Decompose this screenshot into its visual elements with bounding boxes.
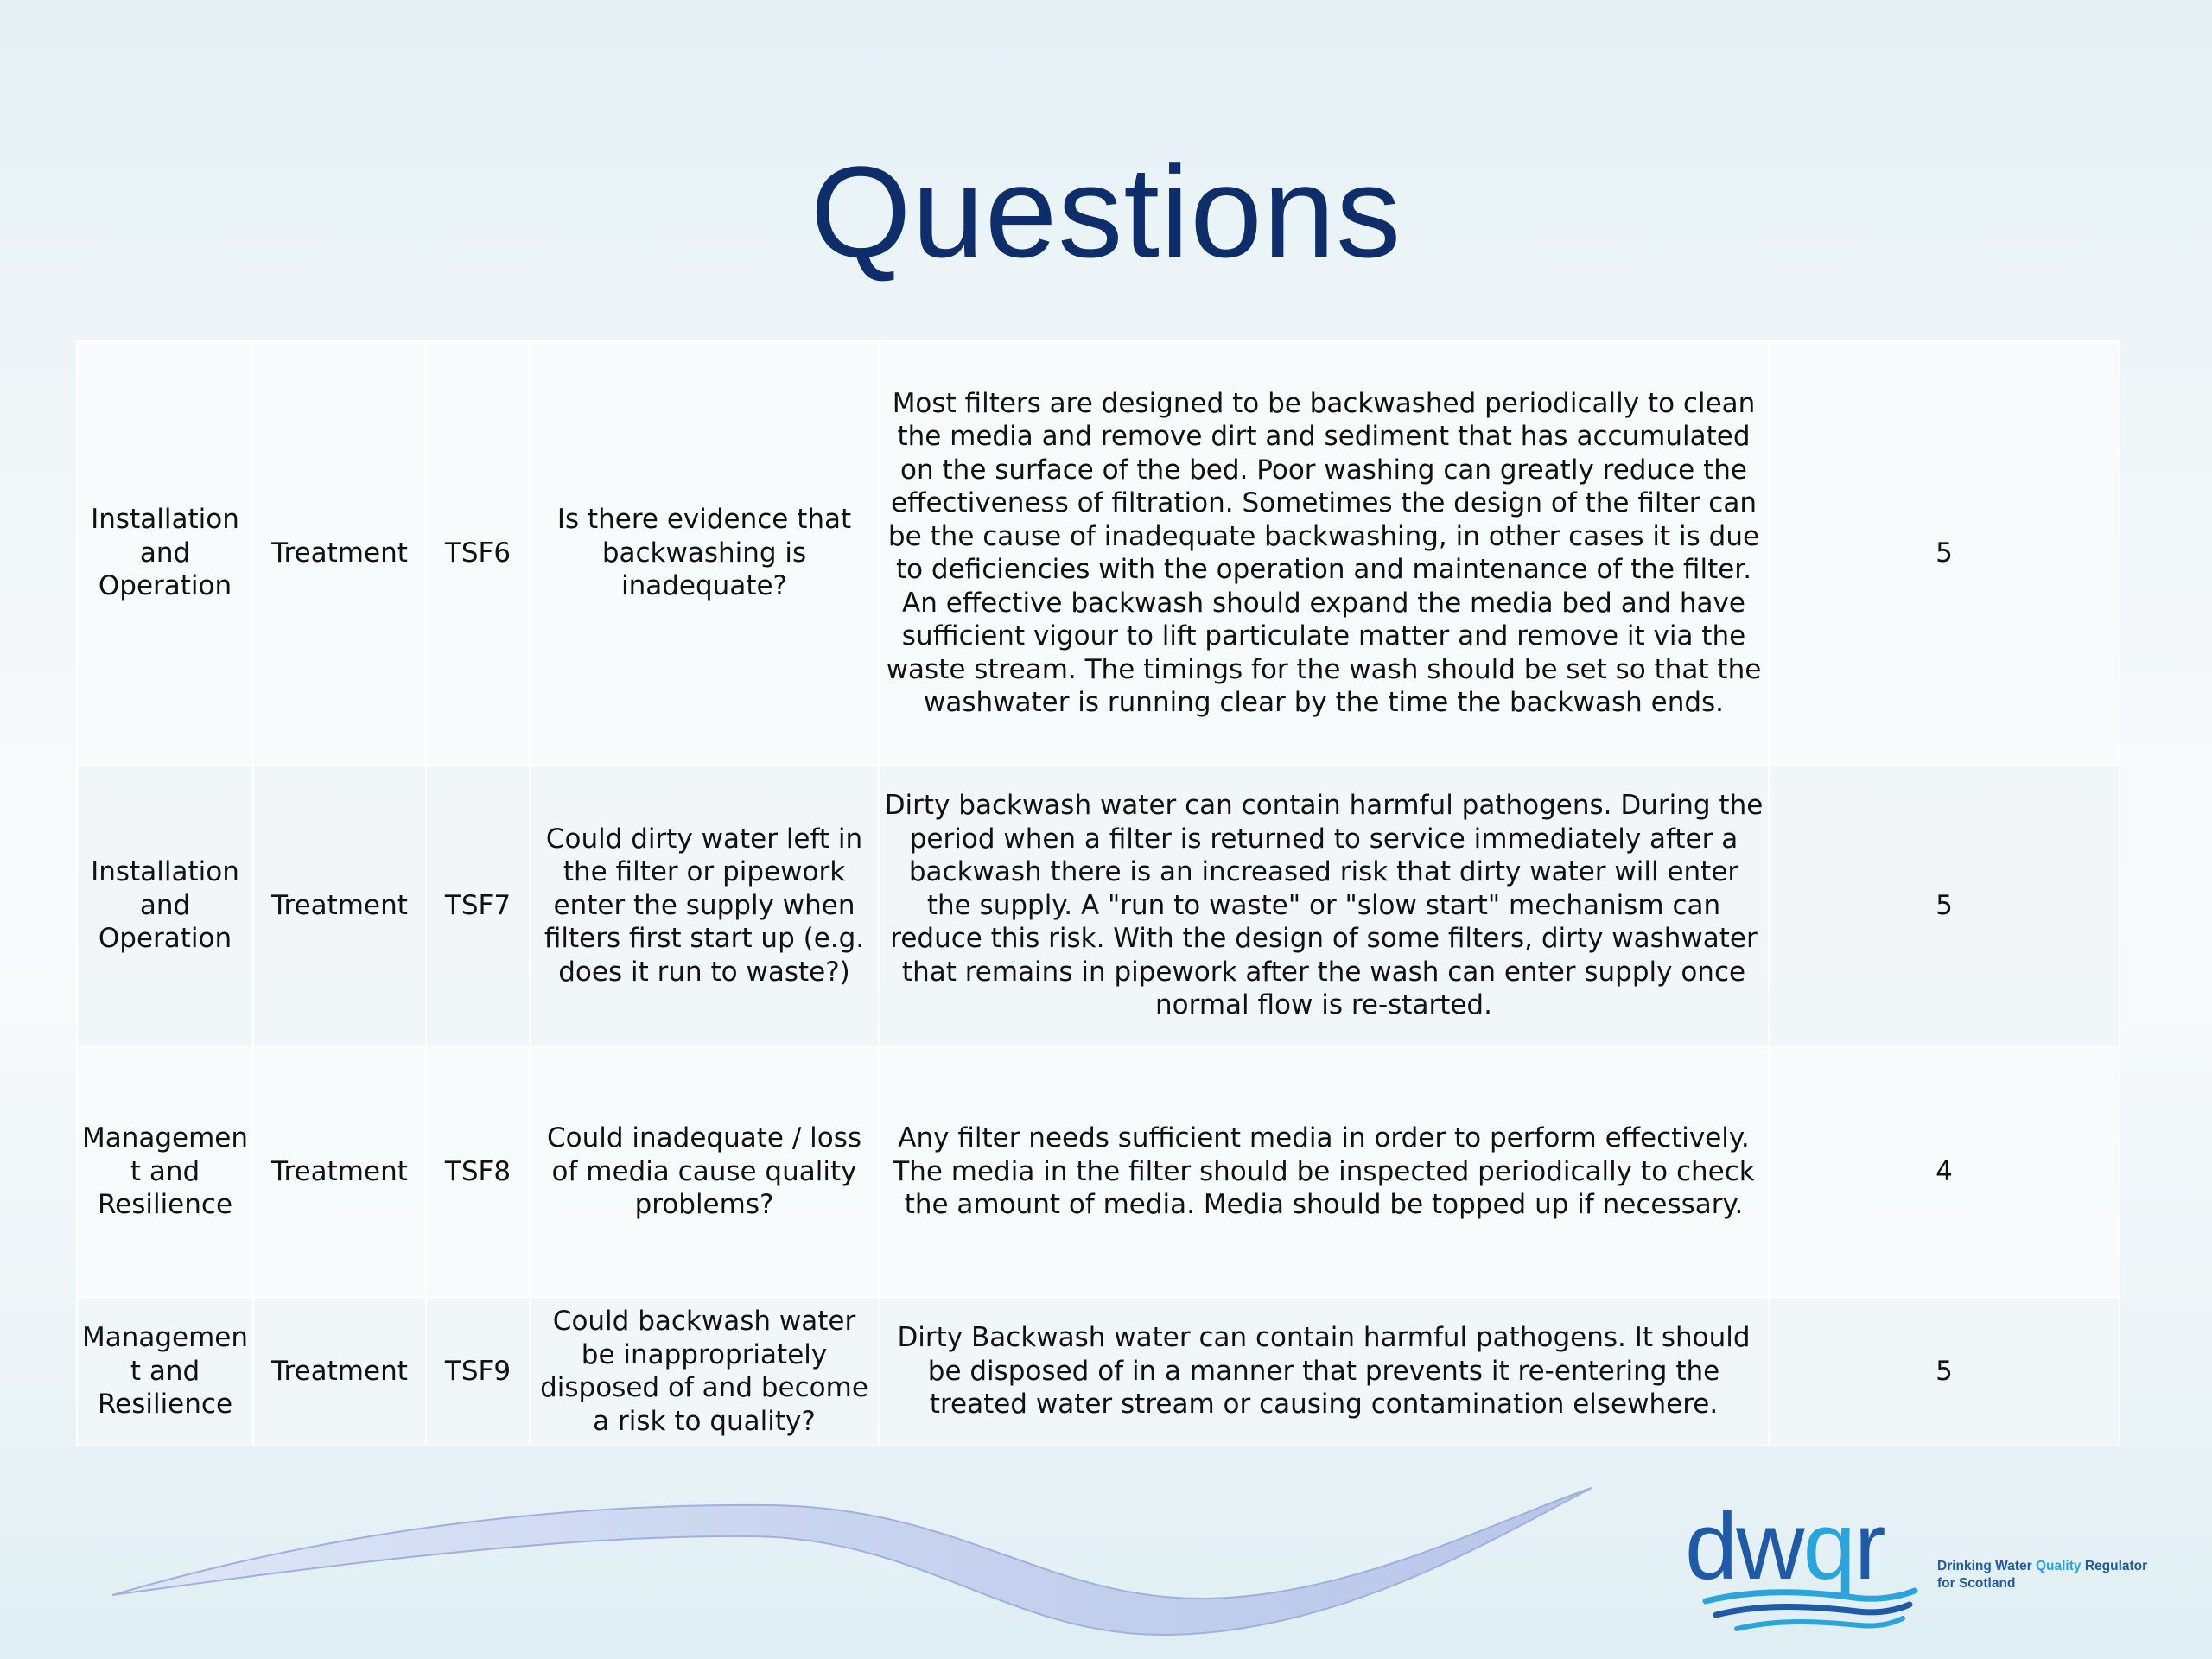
area-cell: Treatment bbox=[253, 1046, 426, 1297]
logo-mark-q: q bbox=[1802, 1493, 1854, 1599]
description-cell: Most filters are designed to be backwashed periodically to clean the media and remove dirt and sediment that has accumulated on the surface of the bed. Poor washing can greatly reduce the effectiveness of filtration. Sometimes the design of the filter can be the cause of inadequate backwashing, in other cases it is due to deficiencies with the operation and maintenance of the filter. An effective backwash should expand the media bed and have sufficient vigour to lift particulate matter and remove it via the waste stream. The timings for the wash should be set so that the washwater is running clear by the time the backwash ends. bbox=[879, 341, 1769, 765]
logo-caption-part: Drinking Water bbox=[1937, 1559, 2036, 1573]
logo-caption-part: Regulator bbox=[2081, 1559, 2148, 1573]
reference-cell: TSF7 bbox=[426, 765, 530, 1046]
question-cell: Could backwash water be inappropriately disposed of and become a risk to quality? bbox=[530, 1297, 879, 1446]
reference-cell: TSF8 bbox=[426, 1046, 530, 1297]
score-cell: 5 bbox=[1769, 1297, 2120, 1446]
slide-title: Questions bbox=[810, 139, 1402, 284]
description-cell: Dirty Backwash water can contain harmful pathogens. It should be disposed of in a manner that prevents it re-entering the treated water stream or causing contamination elsewhere. bbox=[879, 1297, 1769, 1446]
area-cell: Treatment bbox=[253, 1297, 426, 1446]
logo-waves-icon bbox=[1702, 1584, 1918, 1636]
category-cell: Management and Resilience bbox=[77, 1297, 253, 1446]
score-cell: 5 bbox=[1769, 765, 2120, 1046]
logo-mark-r: r bbox=[1853, 1493, 1885, 1599]
table-row bbox=[77, 765, 2120, 1046]
logo-wordmark bbox=[1685, 1493, 1885, 1599]
table-row bbox=[77, 1297, 2120, 1446]
question-cell: Is there evidence that backwashing is inadequate? bbox=[530, 341, 879, 765]
question-cell: Could inadequate / loss of media cause quality problems? bbox=[530, 1046, 879, 1297]
score-cell: 4 bbox=[1769, 1046, 2120, 1297]
decorative-wave bbox=[112, 1469, 1599, 1642]
reference-cell: TSF6 bbox=[426, 341, 530, 765]
area-cell: Treatment bbox=[253, 765, 426, 1046]
area-cell: Treatment bbox=[253, 341, 426, 765]
logo-caption-line-2: for Scotland bbox=[1937, 1576, 2016, 1591]
logo-caption bbox=[1937, 1558, 2147, 1592]
description-cell: Dirty backwash water can contain harmful pathogens. During the period when a filter is returned to service immediately after a backwash there is an increased risk that dirty water will enter the supply. A "run to waste" or "slow start" mechanism can reduce this risk. With the design of some filters, dirty washwater that remains in pipework after the wash can enter supply once normal flow is re-started. bbox=[879, 765, 1769, 1046]
question-cell: Could dirty water left in the filter or pipework enter the supply when filters first start up (e.g. does it run to waste?) bbox=[530, 765, 879, 1046]
logo-caption-quality: Quality bbox=[2035, 1559, 2082, 1573]
logo-mark-dw: dw bbox=[1685, 1493, 1803, 1599]
score-cell: 5 bbox=[1769, 341, 2120, 765]
category-cell: Installation and Operation bbox=[77, 341, 253, 765]
reference-cell: TSF9 bbox=[426, 1297, 530, 1446]
logo-caption-line-1 bbox=[1937, 1558, 2147, 1575]
dwqr-logo bbox=[1685, 1493, 2186, 1637]
category-cell: Management and Resilience bbox=[77, 1046, 253, 1297]
questions-table bbox=[76, 340, 2120, 1446]
table-row bbox=[77, 1046, 2120, 1297]
category-cell: Installation and Operation bbox=[77, 765, 253, 1046]
table-row bbox=[77, 341, 2120, 765]
description-cell: Any filter needs sufficient media in order to perform effectively. The media in the filter should be inspected periodically to check the amount of media. Media should be topped up if necessary. bbox=[879, 1046, 1769, 1297]
